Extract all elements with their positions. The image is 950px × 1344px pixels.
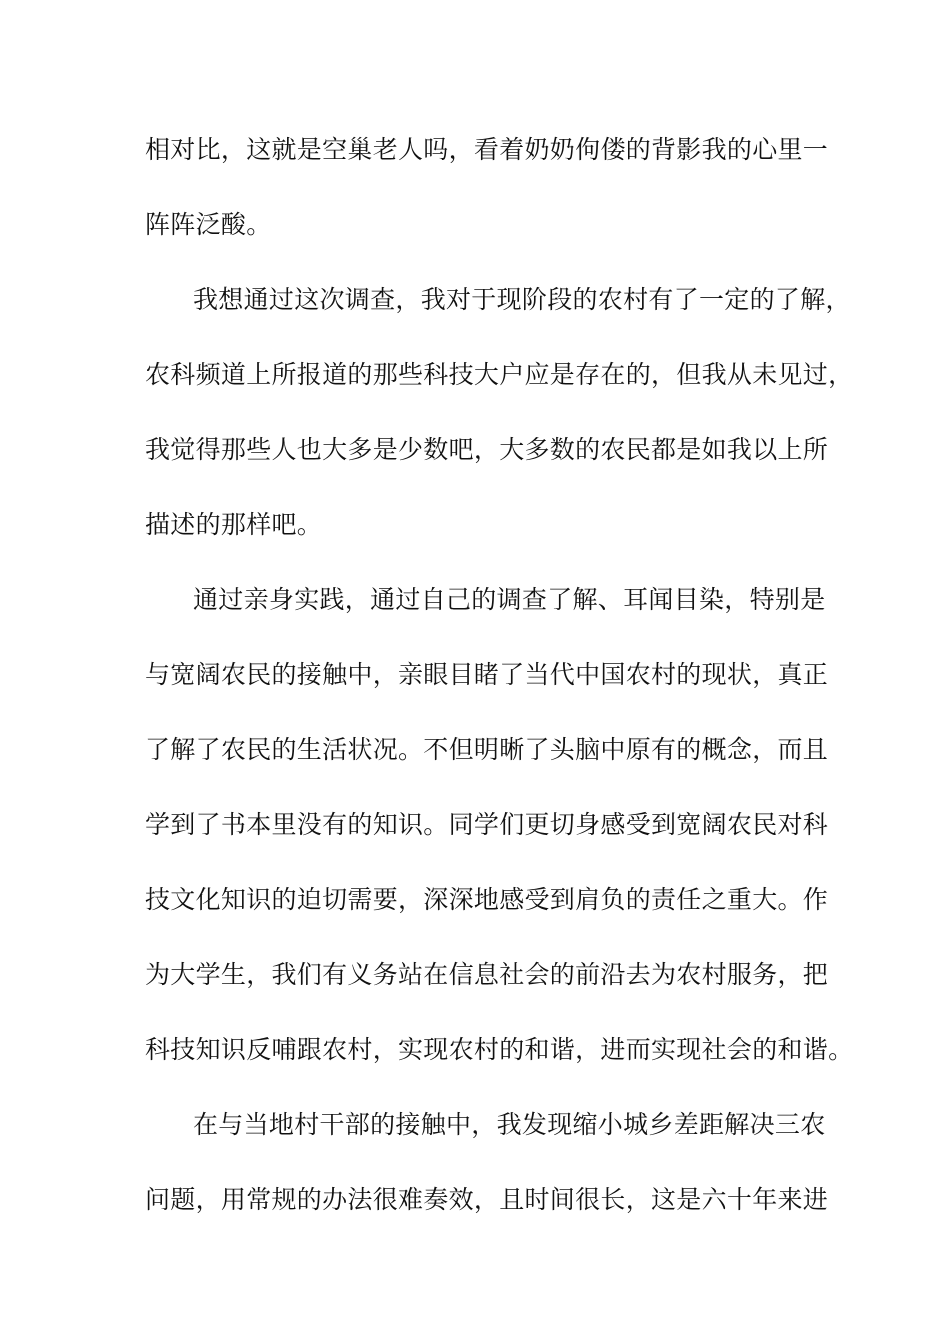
text-line-12: 为大学生，我们有义务站在信息社会的前沿去为农村服务，把 [145, 960, 829, 989]
paragraph-start-line-7: 通过亲身实践，通过自己的调查了解、耳闻目染，特别是 [193, 585, 826, 614]
paragraph-start-line-3: 我想通过这次调查，我对于现阶段的农村有了一定的了解， [193, 285, 851, 314]
text-line-1: 相对比，这就是空巢老人吗，看着奶奶佝偻的背影我的心里一 [145, 135, 829, 164]
text-line-2: 阵阵泛酸。 [145, 210, 272, 239]
text-line-6: 描述的那样吧。 [145, 510, 323, 539]
text-line-11: 技文化知识的迫切需要，深深地感受到肩负的责任之重大。作 [145, 885, 829, 914]
text-line-9: 了解了农民的生活状况。不但明晰了头脑中原有的概念，而且 [145, 735, 829, 764]
text-line-5: 我觉得那些人也大多是少数吧，大多数的农民都是如我以上所 [145, 435, 829, 464]
text-line-8: 与宽阔农民的接触中，亲眼目睹了当代中国农村的现状，真正 [145, 660, 829, 689]
text-line-15: 问题，用常规的办法很难奏效，且时间很长，这是六十年来进 [145, 1185, 829, 1214]
paragraph-start-line-14: 在与当地村干部的接触中，我发现缩小城乡差距解决三农 [193, 1110, 826, 1139]
text-line-10: 学到了书本里没有的知识。同学们更切身感受到宽阔农民对科 [145, 810, 829, 839]
text-line-13: 科技知识反哺跟农村，实现农村的和谐，进而实现社会的和谐。 [145, 1035, 854, 1064]
text-line-4: 农科频道上所报道的那些科技大户应是存在的，但我从未见过， [145, 360, 854, 389]
